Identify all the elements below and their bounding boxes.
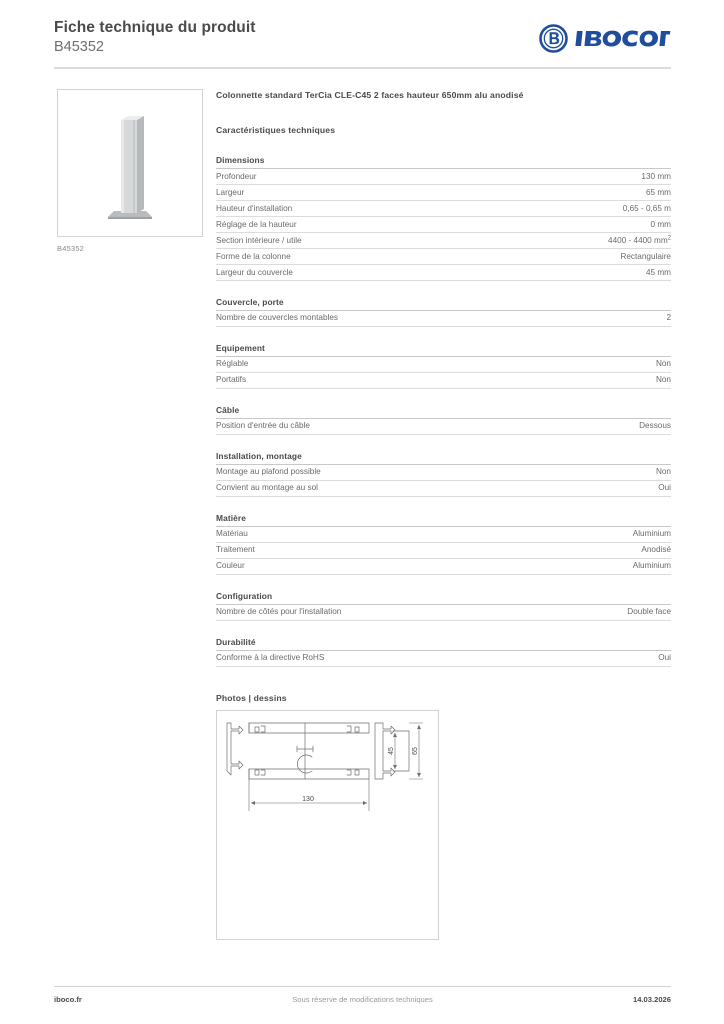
spec-value: Non xyxy=(655,467,671,477)
page-title: Fiche technique du produit xyxy=(54,19,256,36)
footer-date: 14.03.2026 xyxy=(632,995,671,1004)
photos-drawings-heading: Photos | dessins xyxy=(216,692,287,703)
spec-row xyxy=(216,265,671,281)
spec-section-title: Matière xyxy=(216,513,671,527)
product-photo-box xyxy=(57,89,203,237)
spec-value: 130 mm xyxy=(641,171,671,181)
spec-section-title: Câble xyxy=(216,405,671,419)
spec-section-title: Configuration xyxy=(216,591,671,605)
spec-label: Largeur du couvercle xyxy=(216,267,293,277)
spec-value: 65 mm xyxy=(645,187,671,197)
spec-label: Section intérieure / utile xyxy=(216,235,302,245)
spec-row xyxy=(216,543,671,559)
spec-label: Traitement xyxy=(216,545,255,555)
technical-specs-heading: Caractéristiques techniques xyxy=(216,125,336,135)
spec-label: Nombre de côtés pour l'installation xyxy=(216,607,342,617)
spec-value: Rectangulaire xyxy=(620,251,671,261)
product-photo-caption: B45352 xyxy=(57,244,85,253)
spec-row xyxy=(216,465,671,481)
spec-row xyxy=(216,605,671,621)
dimension-label-cover-width: 45 xyxy=(388,746,395,755)
spec-sections xyxy=(216,155,671,667)
spec-value: Non xyxy=(655,375,671,385)
spec-label: Réglage de la hauteur xyxy=(216,219,297,229)
spec-row xyxy=(216,311,671,327)
spec-label: Hauteur d'installation xyxy=(216,203,293,213)
spec-row xyxy=(216,559,671,575)
spec-label: Matériau xyxy=(216,529,248,539)
spec-value: 4400 - 4400 $mm^2$ xyxy=(608,234,671,245)
dimension-label-width: 130 xyxy=(302,795,314,803)
spec-row xyxy=(216,249,671,265)
spec-label: Forme de la colonne xyxy=(216,251,291,261)
spec-row xyxy=(216,169,671,185)
product-name: Colonnette standard TerCia CLE-C45 2 faces hauteur 650mm alu anodisé xyxy=(216,90,524,100)
spec-section-title: Installation, montage xyxy=(216,451,671,465)
spec-row xyxy=(216,651,671,667)
spec-label: Largeur xyxy=(216,187,245,197)
spec-value: Aluminium xyxy=(632,561,671,571)
dimension-label-height: 65 xyxy=(412,746,419,755)
spec-value: 2 xyxy=(666,313,671,323)
spec-section-title: Durabilité xyxy=(216,637,671,651)
iboco-b-emblem-icon xyxy=(539,24,568,53)
spec-row xyxy=(216,527,671,543)
spec-row xyxy=(216,233,671,249)
spec-label: Montage au plafond possible xyxy=(216,467,321,477)
spec-value: Aluminium xyxy=(632,529,671,539)
spec-label: Convient au montage au sol xyxy=(216,483,318,493)
spec-section xyxy=(216,155,671,281)
footer-divider xyxy=(54,986,671,987)
iboco-logo xyxy=(539,24,671,53)
spec-row xyxy=(216,201,671,217)
spec-section-title: Dimensions xyxy=(216,155,671,169)
spec-row xyxy=(216,217,671,233)
spec-label: Couleur xyxy=(216,561,245,571)
spec-section xyxy=(216,297,671,327)
spec-section xyxy=(216,405,671,435)
spec-label: Nombre de couvercles montables xyxy=(216,313,338,323)
spec-section xyxy=(216,637,671,667)
spec-row xyxy=(216,481,671,497)
header-divider xyxy=(54,67,671,69)
spec-value: Oui xyxy=(658,483,671,493)
spec-value: 0,65 - 0,65 m xyxy=(622,203,671,213)
iboco-wordmark-icon xyxy=(575,28,671,49)
spec-label: Profondeur xyxy=(216,171,257,181)
spec-section xyxy=(216,513,671,575)
spec-label: Conforme à la directive RoHS xyxy=(216,653,325,663)
spec-value: 45 mm xyxy=(645,267,671,277)
spec-label: Réglable xyxy=(216,359,249,369)
spec-value: Oui xyxy=(658,653,671,663)
technical-drawing-box xyxy=(216,710,439,940)
page-subtitle-article-number: B45352 xyxy=(54,39,104,55)
spec-section-title: Couvercle, porte xyxy=(216,297,671,311)
spec-value: Non xyxy=(655,359,671,369)
spec-row xyxy=(216,357,671,373)
spec-value: Dessous xyxy=(639,421,671,431)
spec-section xyxy=(216,451,671,497)
spec-row xyxy=(216,373,671,389)
colonnette-photo-icon xyxy=(58,90,202,236)
spec-row xyxy=(216,419,671,435)
spec-row xyxy=(216,185,671,201)
footer-disclaimer: Sous réserve de modifications techniques xyxy=(292,995,433,1004)
spec-section xyxy=(216,591,671,621)
spec-section-title: Equipement xyxy=(216,343,671,357)
page-footer xyxy=(54,995,671,1009)
spec-label: Position d'entrée du câble xyxy=(216,421,310,431)
main-content xyxy=(216,89,671,940)
spec-value: 0 mm xyxy=(650,219,671,229)
spec-label: Portatifs xyxy=(216,375,247,385)
footer-website[interactable]: iboco.fr xyxy=(54,995,82,1004)
cross-section-drawing-icon xyxy=(217,711,438,939)
spec-value: Double face xyxy=(627,607,671,617)
spec-value: Anodisé xyxy=(641,545,671,555)
spec-section xyxy=(216,343,671,389)
